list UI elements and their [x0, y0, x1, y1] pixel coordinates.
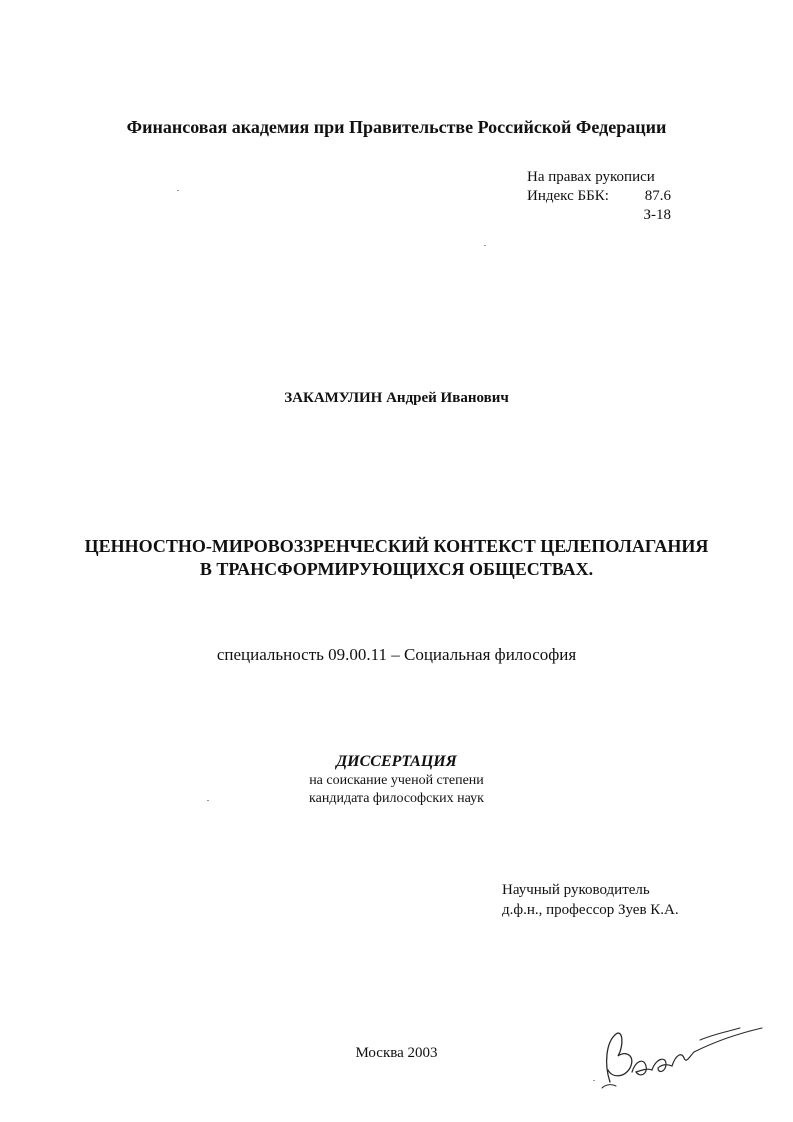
institution-name: Финансовая академия при Правительстве Российской Федерации	[126, 117, 667, 137]
author-name: ЗАКАМУЛИН Андрей Иванович	[284, 390, 509, 406]
rights-label-row	[527, 168, 671, 187]
bbk-index-row	[527, 187, 671, 206]
scan-speck	[207, 800, 209, 801]
scan-speck	[484, 245, 486, 246]
rights-label: На правах рукописи	[527, 169, 655, 185]
handwritten-signature	[596, 1012, 766, 1092]
degree-line-2: кандидата философских наук	[309, 791, 484, 806]
dissertation-title	[0, 535, 793, 581]
supervisor-label: Научный руководитель	[502, 882, 650, 898]
title-line-2: В ТРАНСФОРМИРУЮЩИХСЯ ОБЩЕСТВАХ.	[199, 559, 594, 579]
scan-speck	[177, 190, 179, 191]
supervisor-block	[502, 880, 679, 920]
author-code-row	[527, 206, 671, 225]
degree-block	[0, 751, 793, 808]
scan-speck	[593, 1080, 595, 1081]
bbk-index-value: 87.6	[644, 188, 671, 204]
city-year: Москва 2003	[355, 1045, 438, 1061]
author-code: З-18	[643, 207, 671, 223]
dissertation-heading: ДИССЕРТАЦИЯ	[336, 753, 457, 770]
title-line-1: ЦЕННОСТНО-МИРОВОЗЗРЕНЧЕСКИЙ КОНТЕКСТ ЦЕЛЕПОЛАГАНИЯ	[84, 536, 709, 556]
degree-line-1: на соискание ученой степени	[309, 773, 484, 788]
supervisor-name: д.ф.н., профессор Зуев К.А.	[502, 902, 679, 918]
bbk-index-label: Индекс ББК:	[527, 188, 609, 204]
rights-block	[527, 168, 671, 225]
specialty: специальность 09.00.11 – Социальная философия	[216, 645, 577, 664]
